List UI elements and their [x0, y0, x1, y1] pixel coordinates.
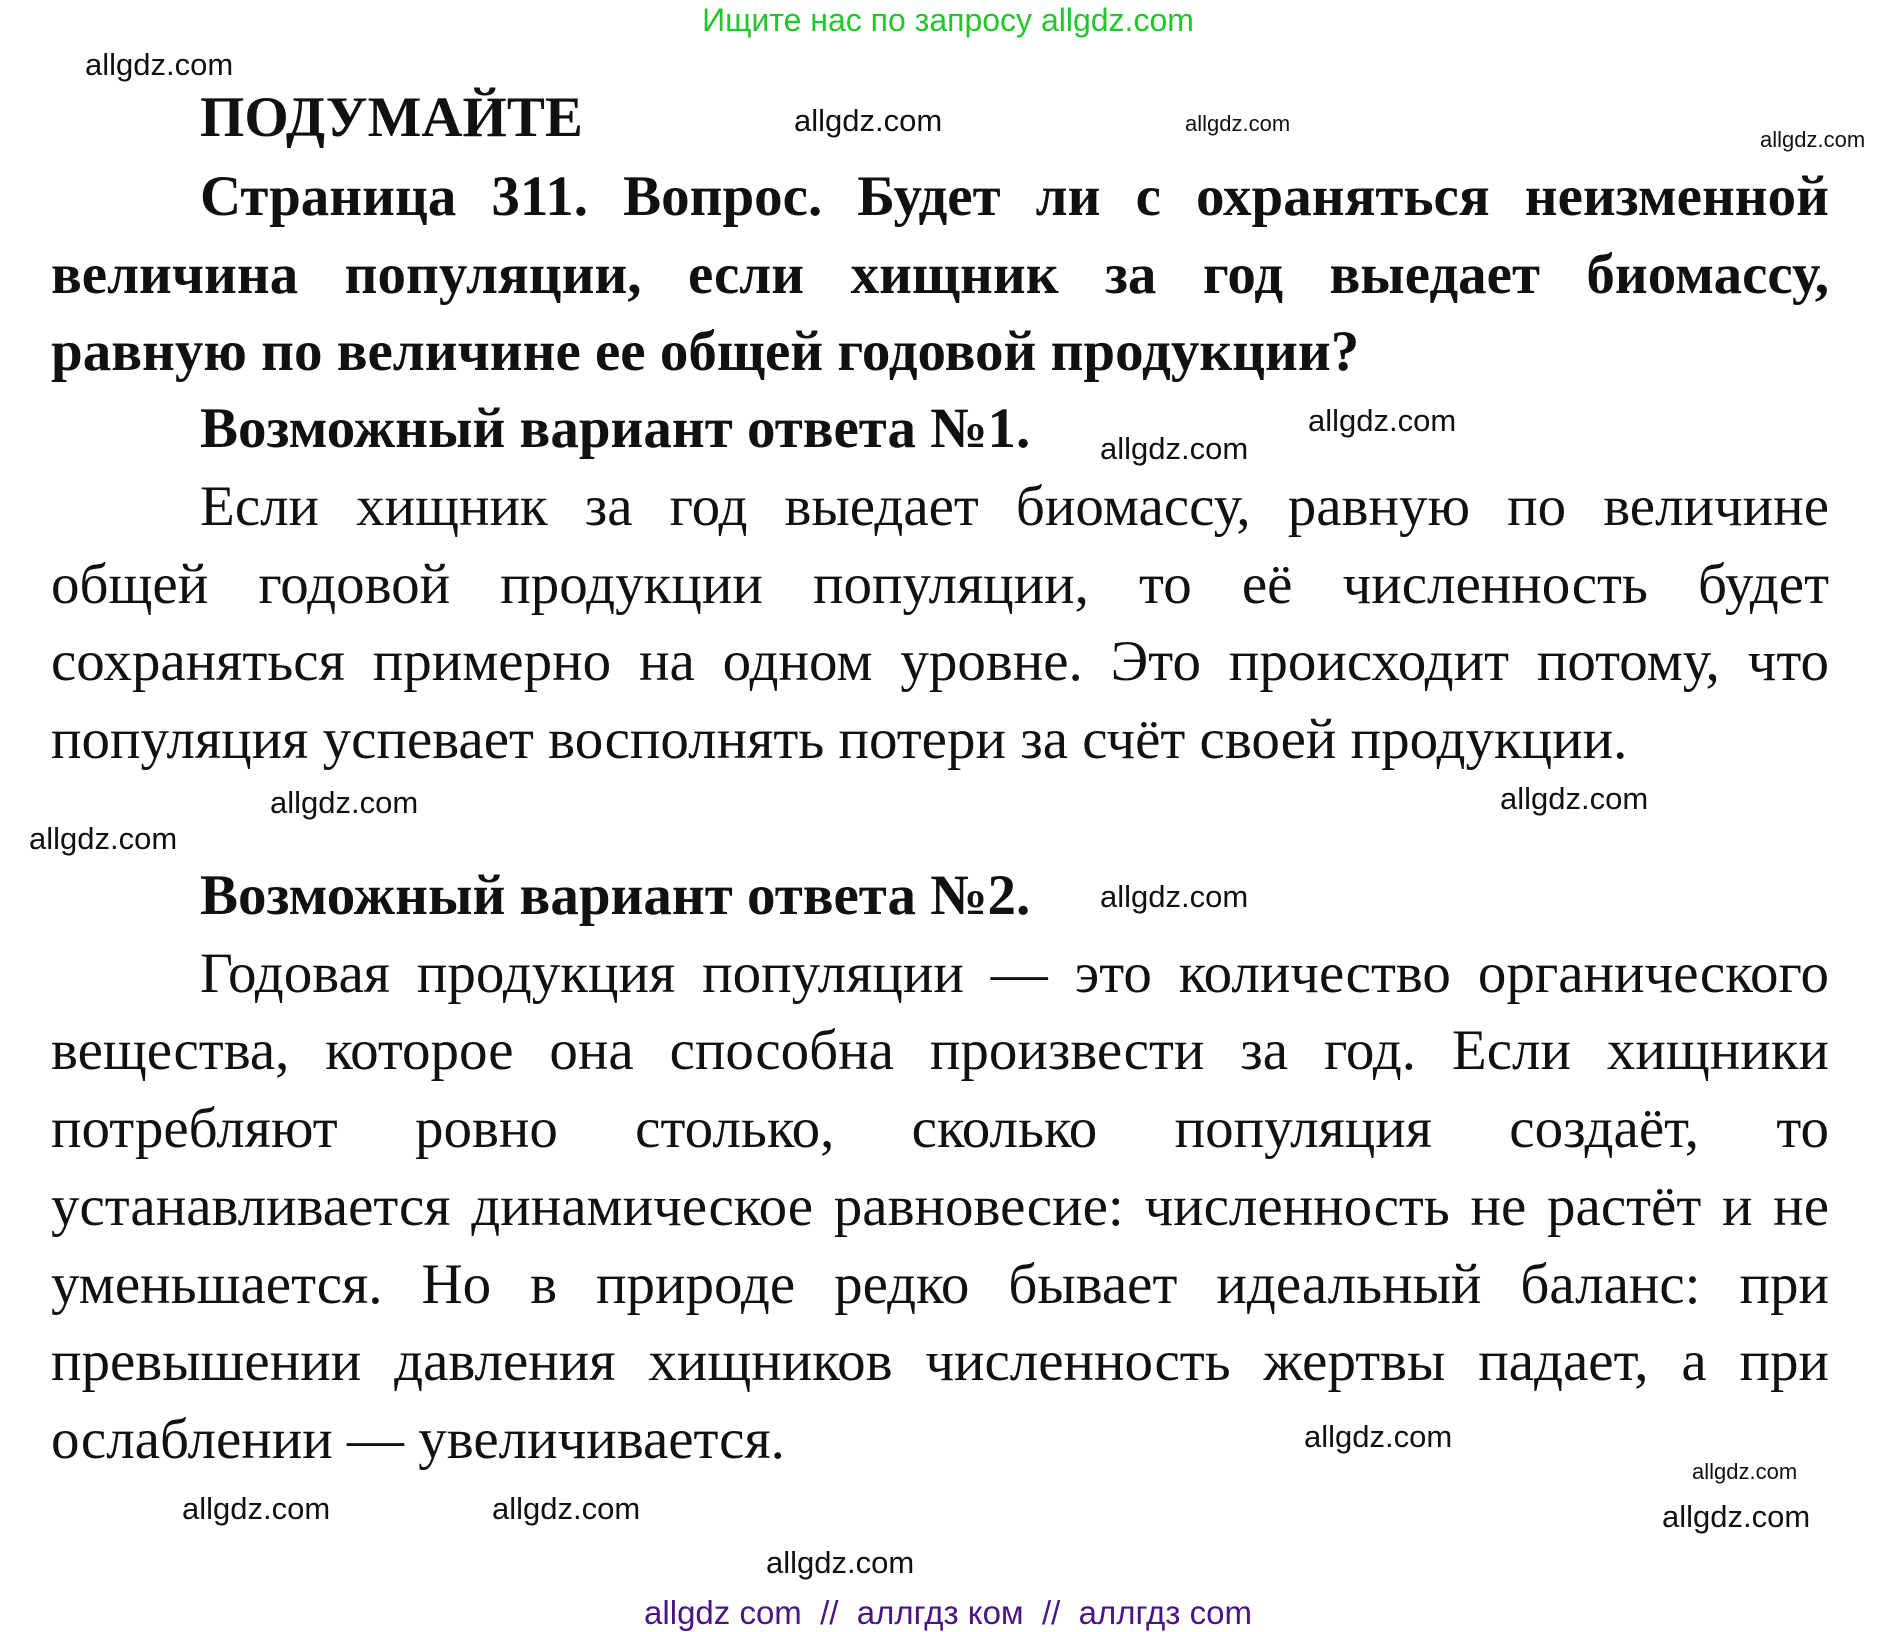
watermark: allgdz.com — [1185, 111, 1291, 136]
watermark: allgdz.com — [1100, 431, 1249, 466]
answer2-line: потребляют ровно столько, сколько популяция создаёт, то — [51, 1097, 1829, 1160]
watermark: allgdz.com — [1308, 403, 1457, 438]
answer2-line: вещества, которое она способна произвести за год. Если хищники — [51, 1019, 1829, 1082]
watermark: allgdz.com — [1500, 781, 1649, 816]
answer1-title: Возможный вариант ответа №1. — [200, 397, 1031, 460]
answer2-line: ослаблении — увеличивается. — [51, 1408, 785, 1471]
watermark: allgdz.com — [1100, 879, 1249, 914]
answer1-line: популяция успевает восполнять потери за счёт своей продукции. — [51, 708, 1628, 771]
watermark: allgdz.com — [1304, 1419, 1453, 1454]
top-banner: Ищите нас по запросу allgdz.com — [702, 2, 1194, 38]
answer2-line: Годовая продукция популяции — это количество органического — [200, 942, 1829, 1005]
question-line: Страница 311. Вопрос. Будет ли с охраняться неизменной — [200, 165, 1829, 228]
watermark: allgdz.com — [1662, 1499, 1811, 1534]
watermark: allgdz.com — [794, 103, 943, 138]
watermark: allgdz.com — [182, 1491, 331, 1526]
watermark: allgdz.com — [29, 821, 178, 856]
watermark: allgdz.com — [270, 785, 419, 820]
watermark: allgdz.com — [492, 1491, 641, 1526]
question-line: равную по величине ее общей годовой продукции? — [51, 320, 1360, 383]
watermark: allgdz.com — [1692, 1459, 1798, 1484]
answer2-title: Возможный вариант ответа №2. — [200, 864, 1031, 927]
question-line: величина популяции, если хищник за год выедает биомассу, — [51, 243, 1829, 306]
section-heading: ПОДУМАЙТЕ — [200, 86, 583, 149]
footer-links: allgdz com // аллгдз ком // аллгдз com — [644, 1594, 1252, 1631]
watermark: allgdz.com — [1760, 127, 1866, 152]
answer2-line: устанавливается динамическое равновесие: численность не растёт и не — [51, 1175, 1829, 1238]
answer2-line: превышении давления хищников численность жертвы падает, а при — [51, 1330, 1829, 1393]
answer1-line: общей годовой продукции популяции, то её численность будет — [51, 553, 1829, 616]
watermark: allgdz.com — [766, 1545, 915, 1580]
answer2-line: уменьшается. Но в природе редко бывает идеальный баланс: при — [51, 1253, 1829, 1316]
watermark: allgdz.com — [85, 47, 234, 82]
answer1-line: сохраняться примерно на одном уровне. Это происходит потому, что — [51, 630, 1829, 693]
answer1-line: Если хищник за год выедает биомассу, равную по величине — [200, 475, 1829, 538]
